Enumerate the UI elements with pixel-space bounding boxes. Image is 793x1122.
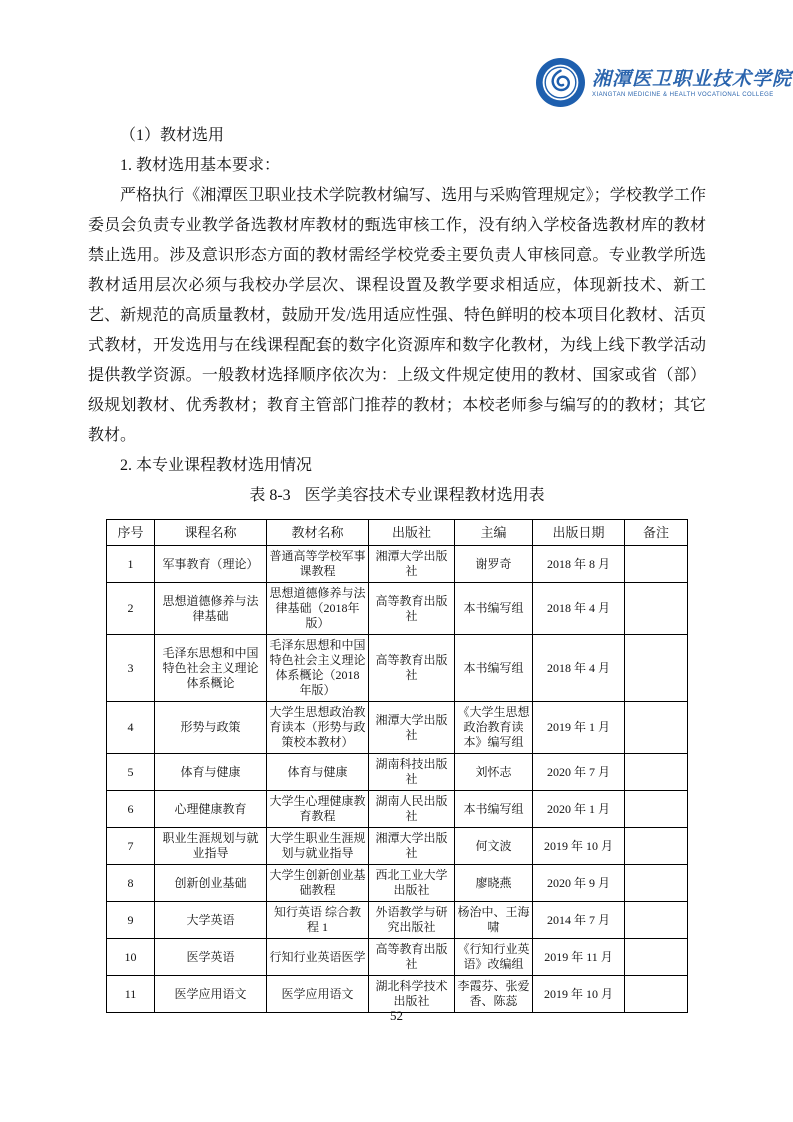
table-row — [107, 583, 688, 635]
table-cell: 西北工业大学出版社 — [369, 865, 455, 902]
table-cell: 2014 年 7 月 — [533, 902, 625, 939]
table-cell: 军事教育（理论） — [155, 546, 267, 583]
table-cell: 本书编写组 — [455, 583, 533, 635]
table-caption-title: 医学美容技术专业课程教材选用表 — [304, 487, 545, 504]
table-cell: 2018 年 4 月 — [533, 583, 625, 635]
table-cell: 大学生职业生涯规划与就业指导 — [267, 828, 369, 865]
table-cell: 本书编写组 — [455, 635, 533, 702]
header-cell-course: 课程名称 — [155, 520, 267, 546]
table-cell: 行知行业英语医学 — [267, 939, 369, 976]
table-cell: 2019 年 11 月 — [533, 939, 625, 976]
table-row — [107, 939, 688, 976]
table-cell: 9 — [107, 902, 155, 939]
table-row — [107, 635, 688, 702]
table-cell: 思想道德修养与法律基础（2018年版） — [267, 583, 369, 635]
table-cell — [625, 702, 688, 754]
table-cell: 形势与政策 — [155, 702, 267, 754]
table-cell: 谢罗奇 — [455, 546, 533, 583]
table-cell: 心理健康教育 — [155, 791, 267, 828]
table-cell: 高等教育出版社 — [369, 939, 455, 976]
school-name-block — [592, 68, 792, 98]
table-cell — [625, 791, 688, 828]
table-cell: 大学生创新创业基础教程 — [267, 865, 369, 902]
table-cell: 湖北科学技术出版社 — [369, 976, 455, 1013]
table-cell: 5 — [107, 754, 155, 791]
header-cell-note: 备注 — [625, 520, 688, 546]
table-cell — [625, 828, 688, 865]
table-row — [107, 791, 688, 828]
table-row — [107, 976, 688, 1013]
school-emblem-icon — [536, 58, 585, 107]
table-cell: 2019 年 10 月 — [533, 828, 625, 865]
body-paragraph: 严格执行《湘潭医卫职业技术学院教材编写、选用与采购管理规定》；学校教学工作委员会负责专业教学备选教材库教材的甄选审核工作，没有纳入学校备选教材库的教材禁止选用。涉及意识形态方面的教材需经学校党委主要负责人审核同意。专业教学所选教材适用层次必须与我校办学层次、课程设置及教学要求相适应，体现新技术、新工艺、新规范的高质量教材，鼓励开发/选用适应性强、特色鲜明的校本项目化教材、活页式教材，开发选用与在线课程配套的数字化资源库和数字化教材，为线上线下教学活动提供教学资源。一般教材选择顺序依次为：上级文件规定使用的教材、国家或省（部）级规划教材、优秀教材；教育主管部门推荐的教材；本校老师参与编写的的教材；其它教材。 — [88, 187, 706, 444]
table-cell: 刘怀志 — [455, 754, 533, 791]
table-cell: 湘潭大学出版社 — [369, 702, 455, 754]
table-row — [107, 754, 688, 791]
table-cell: 杨治中、王海啸 — [455, 902, 533, 939]
table-cell: 湖南人民出版社 — [369, 791, 455, 828]
table-cell: 大学英语 — [155, 902, 267, 939]
table-cell: 4 — [107, 702, 155, 754]
table-cell — [625, 976, 688, 1013]
table-cell: 《行知行业英语》改编组 — [455, 939, 533, 976]
table-cell: 2018 年 8 月 — [533, 546, 625, 583]
table-cell: 7 — [107, 828, 155, 865]
school-logo — [536, 58, 792, 107]
table-cell: 大学生心理健康教育教程 — [267, 791, 369, 828]
table-cell: 体育与健康 — [155, 754, 267, 791]
table-cell: 本书编写组 — [455, 791, 533, 828]
table-cell: 何文波 — [455, 828, 533, 865]
table-cell: 2019 年 1 月 — [533, 702, 625, 754]
table-cell: 6 — [107, 791, 155, 828]
table-row — [107, 702, 688, 754]
table-cell: 廖晓燕 — [455, 865, 533, 902]
subsection-heading-selection: 2. 本专业课程教材选用情况 — [120, 457, 313, 474]
table-cell: 体育与健康 — [267, 754, 369, 791]
table-cell: 1 — [107, 546, 155, 583]
table-row — [107, 546, 688, 583]
table-caption-label: 表 8-3 — [249, 487, 291, 504]
table-cell: 普通高等学校军事课教程 — [267, 546, 369, 583]
table-cell: 湖南科技出版社 — [369, 754, 455, 791]
table-cell: 知行英语 综合教程 1 — [267, 902, 369, 939]
table-cell — [625, 939, 688, 976]
table-cell: 《大学生思想政治教育读本》编写组 — [455, 702, 533, 754]
header-cell-textbook: 教材名称 — [267, 520, 369, 546]
table-cell: 湘潭大学出版社 — [369, 546, 455, 583]
textbook-table — [106, 519, 688, 1013]
table-cell: 高等教育出版社 — [369, 583, 455, 635]
table-cell — [625, 865, 688, 902]
table-cell: 2018 年 4 月 — [533, 635, 625, 702]
table-cell: 11 — [107, 976, 155, 1013]
header-cell-publisher: 出版社 — [369, 520, 455, 546]
table-cell — [625, 902, 688, 939]
table-cell: 李霞芬、张爱香、陈蕊 — [455, 976, 533, 1013]
table-cell: 高等教育出版社 — [369, 635, 455, 702]
table-cell — [625, 635, 688, 702]
table-cell — [625, 754, 688, 791]
subsection-heading-requirements: 1. 教材选用基本要求： — [120, 157, 281, 174]
table-cell: 大学生思想政治教育读本（形势与政策校本教材） — [267, 702, 369, 754]
table-cell: 2019 年 10 月 — [533, 976, 625, 1013]
table-cell: 毛泽东思想和中国特色社会主义理论体系概论 — [155, 635, 267, 702]
table-cell: 8 — [107, 865, 155, 902]
table-cell: 湘潭大学出版社 — [369, 828, 455, 865]
table-cell: 2020 年 9 月 — [533, 865, 625, 902]
table-caption — [88, 483, 706, 509]
table-cell: 毛泽东思想和中国特色社会主义理论体系概论（2018 年版） — [267, 635, 369, 702]
header-cell-editor: 主编 — [455, 520, 533, 546]
table-cell — [625, 583, 688, 635]
page-content — [88, 121, 706, 1013]
table-header-row — [107, 520, 688, 546]
table-cell: 2020 年 1 月 — [533, 791, 625, 828]
school-name-zh: 湘潭医卫职业技术学院 — [592, 67, 793, 90]
table-cell: 医学应用语文 — [155, 976, 267, 1013]
table-cell: 3 — [107, 635, 155, 702]
table-cell: 外语教学与研究出版社 — [369, 902, 455, 939]
header-cell-index: 序号 — [107, 520, 155, 546]
table-row — [107, 902, 688, 939]
table-row — [107, 828, 688, 865]
table-cell: 思想道德修养与法律基础 — [155, 583, 267, 635]
table-cell: 医学英语 — [155, 939, 267, 976]
table-cell: 医学应用语文 — [267, 976, 369, 1013]
school-name-en: XIANGTAN MEDICINE & HEALTH VOCATIONAL COLLEGE — [592, 91, 774, 98]
table-row — [107, 865, 688, 902]
section-heading: （1）教材选用 — [120, 127, 225, 144]
table-cell: 职业生涯规划与就业指导 — [155, 828, 267, 865]
page-number: 52 — [390, 1008, 403, 1023]
table-cell: 2020 年 7 月 — [533, 754, 625, 791]
table-container — [88, 519, 706, 1013]
table-cell: 创新创业基础 — [155, 865, 267, 902]
header-cell-date: 出版日期 — [533, 520, 625, 546]
table-cell: 10 — [107, 939, 155, 976]
table-cell: 2 — [107, 583, 155, 635]
table-cell — [625, 546, 688, 583]
